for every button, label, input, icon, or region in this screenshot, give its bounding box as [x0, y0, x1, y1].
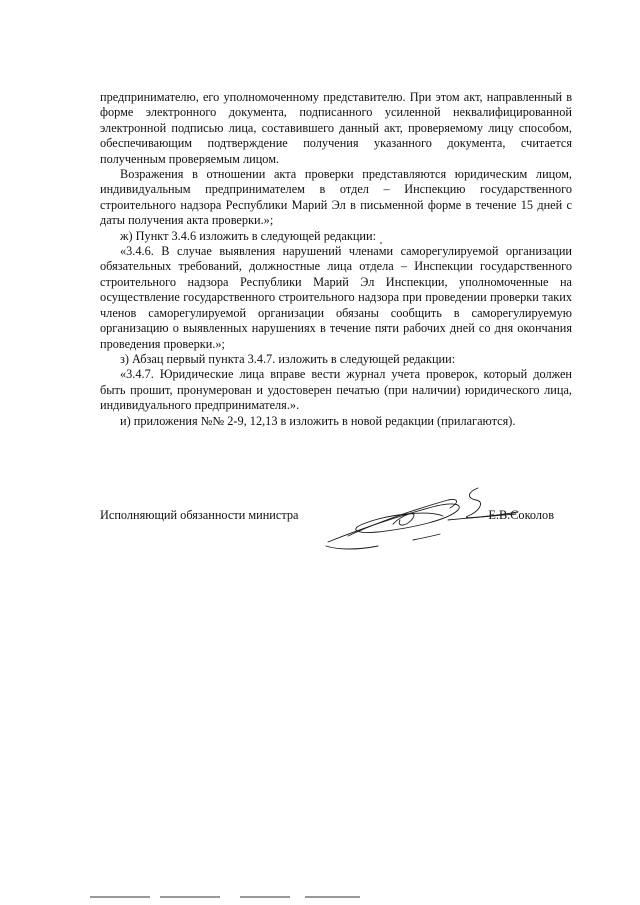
footer-rule: [90, 894, 380, 900]
document-body: [100, 90, 572, 429]
scan-speck: [380, 242, 382, 244]
signatory-position: Исполняющий обязанности министра: [100, 508, 299, 522]
signatory-name: Е.В.Соколов: [488, 508, 554, 522]
paragraph-objections: Возражения в отношении акта проверки представляются юридическим лицом, индивидуальным предпринимателем в отдел – Инспекцию государственного строительного надзора Республики Марий Эл в письменной форме в течение 15 дней с даты получения акта проверки.»;: [100, 167, 572, 228]
paragraph-clause-3-4-6: «3.4.6. В случае выявления нарушений членами саморегулируемой организации обязательных требований, должностные лица отдела – Инспекции государственного строительного надзора Республики Марий Эл Инспекции, уполномоченные на осуществление государственного строительного надзора при проведении проверки таких членов саморегулируемой организации обязаны сообщить в саморегулируемую организацию о выявленных нарушениях в течение пяти рабочих дней со дня окончания проведения проверки.»;: [100, 244, 572, 351]
paragraph-clause-3-4-7: «3.4.7. Юридические лица вправе вести журнал учета проверок, который должен быть прошит, пронумерован и удостоверен печатью (при наличии) юридического лица, индивидуального предпринимателя.».: [100, 367, 572, 413]
paragraph-item-i: и) приложения №№ 2-9, 12,13 в изложить в новой редакции (прилагаются).: [120, 413, 516, 428]
paragraph-item-zh: ж) Пункт 3.4.6 изложить в следующей редакции:: [120, 228, 376, 243]
paragraph-item-z: з) Абзац первый пункта 3.4.7. изложить в следующей редакции:: [120, 351, 456, 366]
handwritten-signature: [318, 480, 523, 560]
paragraph-continuation: предпринимателю, его уполномоченному представителю. При этом акт, направленный в форме электронного документа, подписанного усиленной неквалифицированной электронной подписью лица, составившего данный акт, проверяемому лицу способом, обеспечивающим подтверждение получения указанного документа, считается полученным проверяемым лицом.: [100, 90, 572, 166]
